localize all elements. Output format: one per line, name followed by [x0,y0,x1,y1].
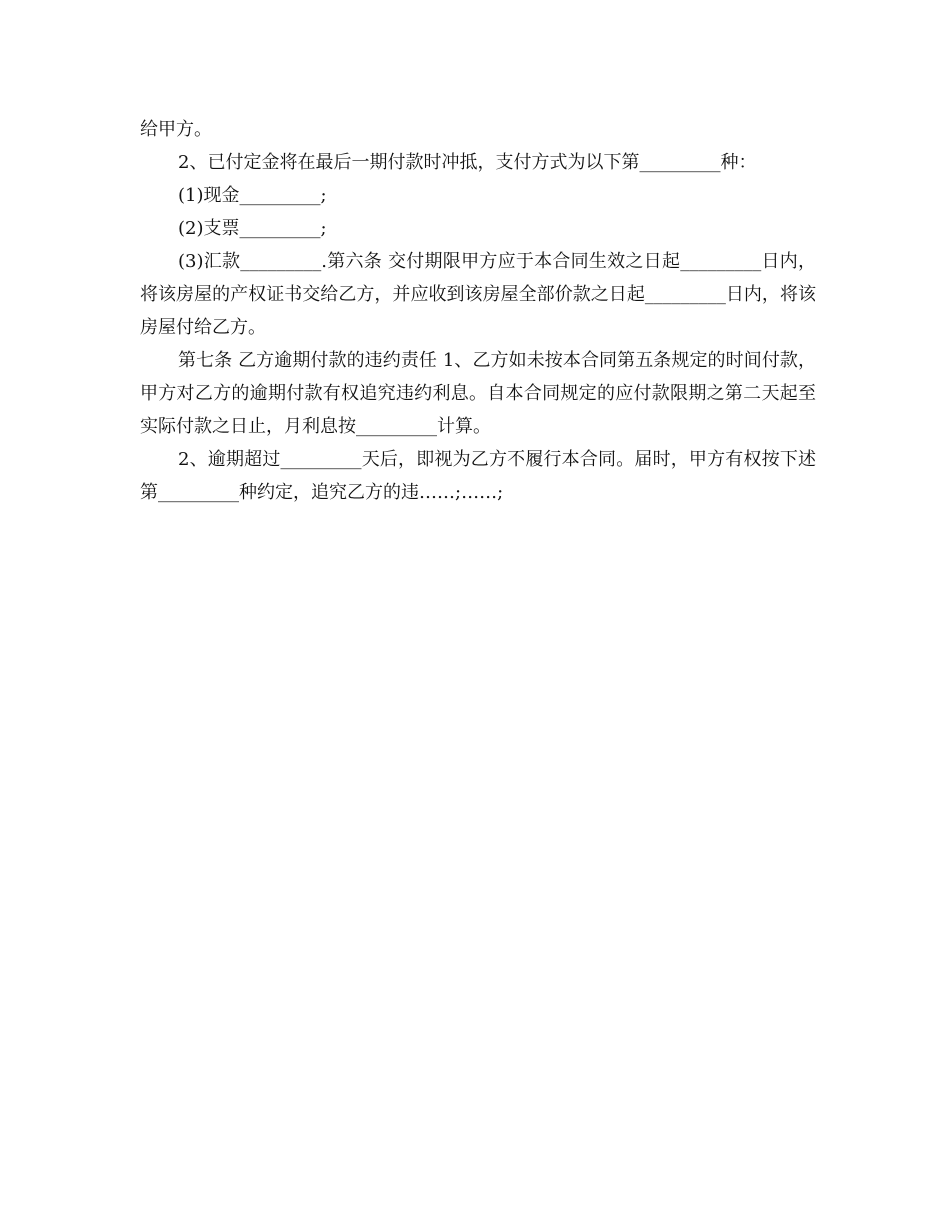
paragraph-1: 给甲方。 [140,119,212,140]
paragraph-4: (2)支票_________; [178,218,327,239]
paragraph-3: (1)现金_________; [178,185,327,206]
paragraph-2: 2、已付定金将在最后一期付款时冲抵，支付方式为以下第_________种： [178,152,757,173]
paragraph-6: 第七条 乙方逾期付款的违约责任 1、乙方如未按本合同第五条规定的时间付款，甲方对乙方的逾期付款有权追究违约利息。自本合同规定的应付款限期之第二天起至实际付款之日止，月利息按_________计算。 [140,350,816,437]
paragraph-7: 2、逾期超过_________天后，即视为乙方不履行本合同。届时，甲方有权按下述第_________种约定，追究乙方的违……;……; [140,449,816,503]
document-body [140,113,816,509]
paragraph-5: (3)汇款_________.第六条 交付期限甲方应于本合同生效之日起_________日内，将该房屋的产权证书交给乙方，并应收到该房屋全部价款之日起_________日内，将该房屋付给乙方。 [140,251,816,338]
